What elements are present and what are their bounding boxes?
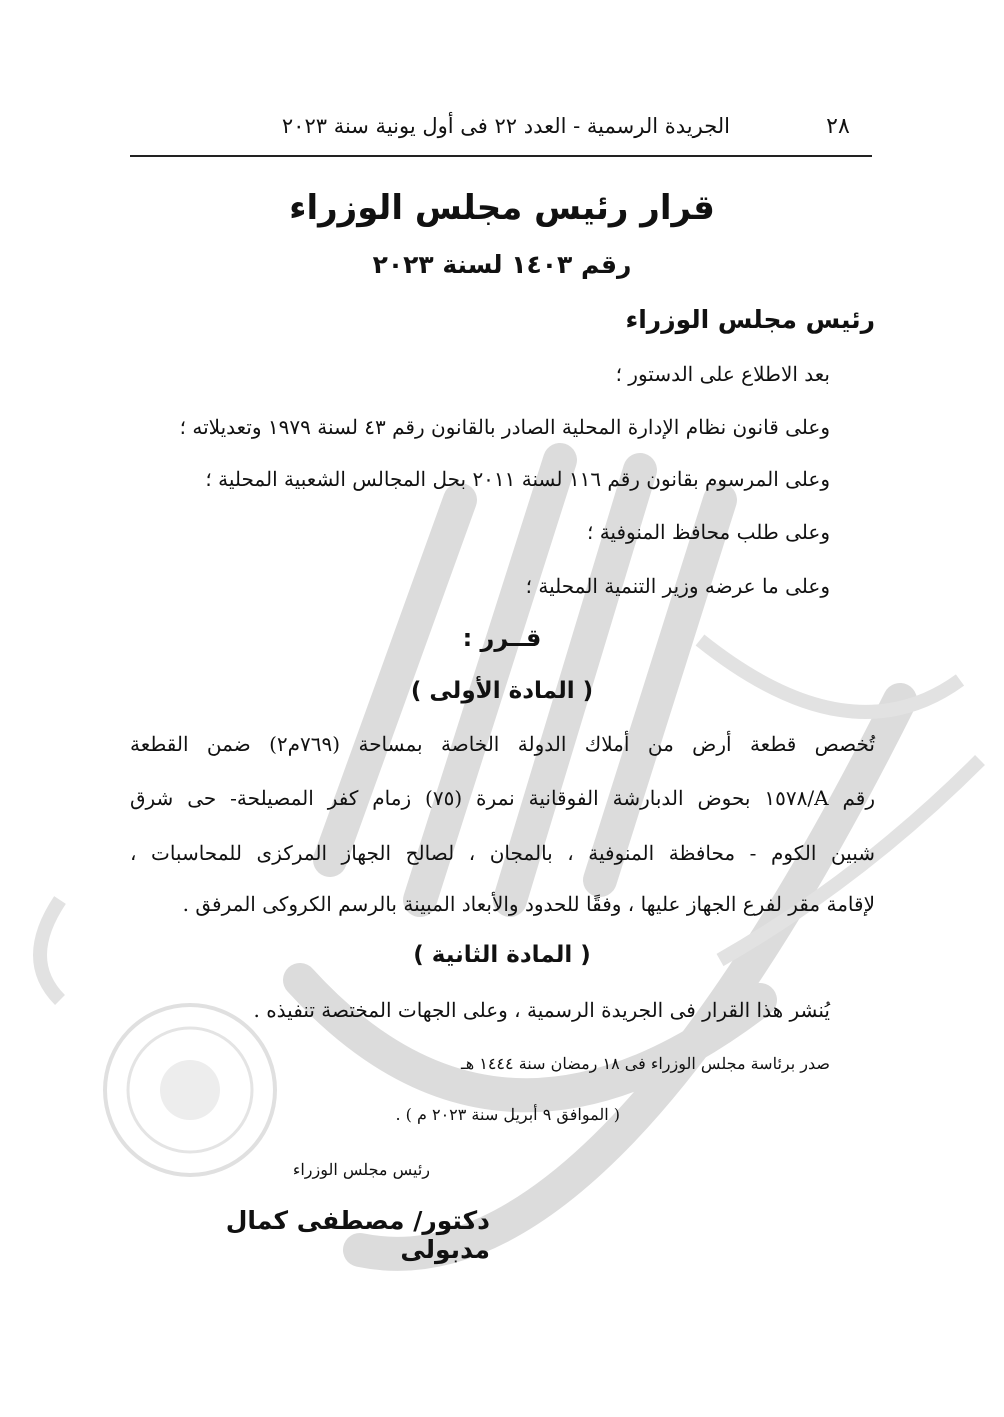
- preamble-line: بعد الاطلاع على الدستور ؛: [615, 362, 830, 386]
- preamble-line: وعلى قانون نظام الإدارة المحلية الصادر بالقانون رقم ٤٣ لسنة ١٩٧٩ وتعديلاته ؛: [179, 415, 830, 439]
- running-head: الجريدة الرسمية - العدد ٢٢ فى أول يونية سنة ٢٠٢٣: [281, 114, 730, 138]
- gregorian-date: ( الموافق ٩ أبريل سنة ٢٠٢٣ م ) .: [395, 1105, 620, 1124]
- header-rule: [130, 155, 872, 157]
- article-1-line: شبين الكوم - محافظة المنوفية ، بالمجان ، لصالح الجهاز المركزى للمحاسبات ،: [130, 841, 875, 865]
- article-2-text: يُنشر هذا القرار فى الجريدة الرسمية ، وعلى الجهات المختصة تنفيذه .: [253, 998, 830, 1022]
- article-1-line: تُخصص قطعة أرض من أملاك الدولة الخاصة بمساحة (٧٦٩م٢) ضمن القطعة: [130, 732, 875, 756]
- article-1-line: لإقامة مقر لفرع الجهاز عليها ، وفقًا للحدود والأبعاد المبينة بالرسم الكروكى المرفق .: [182, 892, 875, 916]
- signatory-name: دكتور/ مصطفى كمال مدبولى: [225, 1206, 490, 1264]
- article-2-heading: ( المادة الثانية ): [413, 942, 591, 968]
- decree-number: رقم ١٤٠٣ لسنة ٢٠٢٣: [372, 250, 632, 279]
- preamble-line: وعلى طلب محافظ المنوفية ؛: [586, 520, 830, 544]
- decree-issuer: رئيس مجلس الوزراء: [625, 305, 875, 334]
- article-1-line: رقم A/١٥٧٨ بحوض الدبارشة الفوقانية نمرة (٧٥) زمام كفر المصيلحة- حى شرق: [130, 786, 876, 810]
- issued-date: صدر برئاسة مجلس الوزراء فى ١٨ رمضان سنة ١٤٤٤ هـ: [461, 1054, 830, 1073]
- decided-label: قــرر :: [462, 624, 542, 652]
- preamble-line: وعلى المرسوم بقانون رقم ١١٦ لسنة ٢٠١١ بحل المجالس الشعبية المحلية ؛: [205, 467, 830, 491]
- page-number: ٢٨: [826, 114, 850, 139]
- preamble-line: وعلى ما عرضه وزير التنمية المحلية ؛: [525, 574, 830, 598]
- signatory-title: رئيس مجلس الوزراء: [292, 1160, 430, 1179]
- article-1-heading: ( المادة الأولى ): [410, 678, 594, 704]
- decree-title: قرار رئيس مجلس الوزراء: [289, 188, 715, 228]
